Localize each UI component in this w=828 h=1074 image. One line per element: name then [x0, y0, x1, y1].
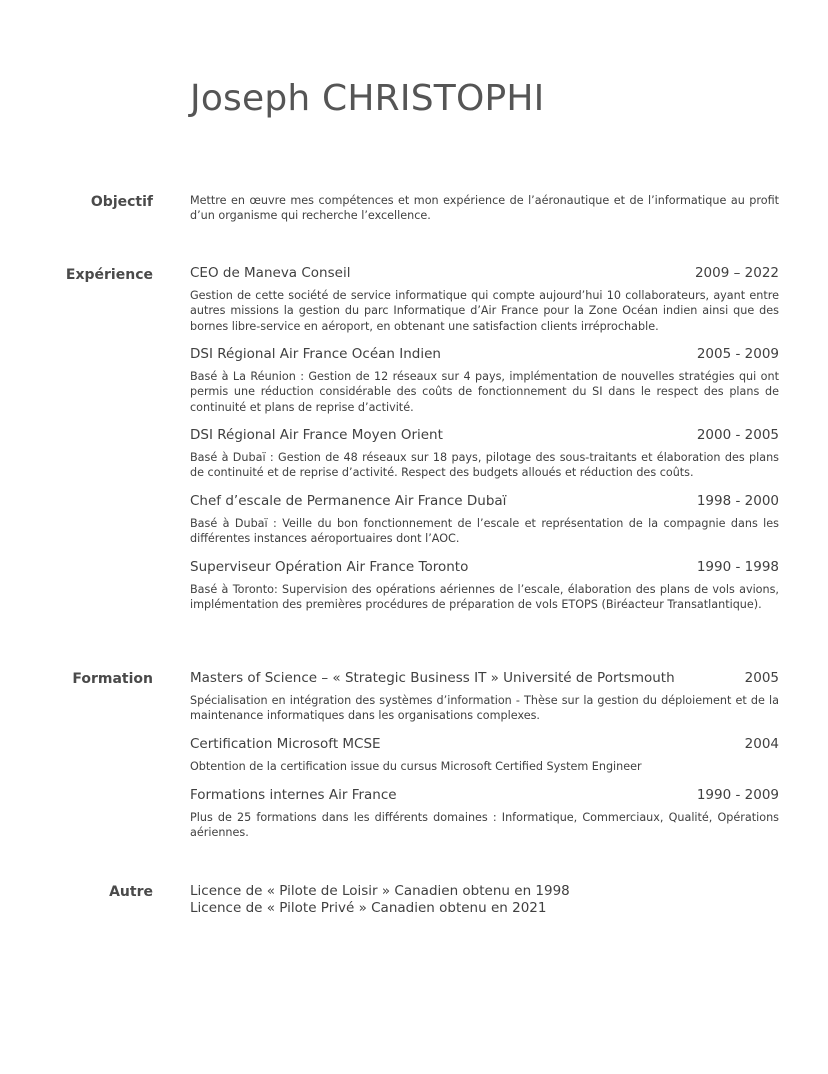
experience-entry: [190, 265, 779, 334]
formation-entry: [190, 787, 779, 841]
objectif-content: [190, 193, 779, 224]
formation-entry: [190, 736, 779, 774]
section-label-formation: Formation: [72, 671, 153, 687]
entry-description: Basé à La Réunion : Gestion de 12 réseaux sur 4 pays, implémentation de nouvelles stratégies qui ont permis une réduction considérable des coûts de fonctionnement du SI dans le respect des plans de continuité et plans de reprise d’activité.: [190, 370, 779, 414]
entry-header: [190, 493, 779, 510]
entry-description: Basé à Dubaï : Veille du bon fonctionnement de l’escale et représentation de la compagnie dans les différentes instances aéroportuaires dont l’AOC.: [190, 517, 779, 546]
entry-dates: 2005: [744, 670, 779, 686]
entry-header: [190, 736, 779, 753]
entry-title: CEO de Maneva Conseil: [190, 265, 351, 281]
entry-description: Gestion de cette société de service informatique qui compte aujourd’hui 10 collaborateurs, ayant entre autres missions la gestion du parc Informatique d’Air France pour la Zone Océan indien ainsi que des bornes libre-service en aéroport, en obtenant une satisfaction clients irréprochable.: [190, 289, 779, 333]
entry-title: DSI Régional Air France Moyen Orient: [190, 427, 443, 443]
entry-description: Plus de 25 formations dans les différents domaines : Informatique, Commerciaux, Qualité, Opérations aériennes.: [190, 811, 779, 840]
entry-dates: 2005 - 2009: [696, 346, 779, 362]
entry-header: [190, 265, 779, 282]
entry-title: DSI Régional Air France Océan Indien: [190, 346, 441, 362]
entry-header: [190, 559, 779, 576]
autre-line: Licence de « Pilote de Loisir » Canadien obtenu en 1998: [190, 883, 570, 899]
entry-header: [190, 346, 779, 363]
experience-entry: [190, 559, 779, 613]
entry-header: [190, 787, 779, 804]
entry-title: Superviseur Opération Air France Toronto: [190, 559, 469, 575]
autre-line: Licence de « Pilote Privé » Canadien obtenu en 2021: [190, 900, 547, 916]
objectif-text: Mettre en œuvre mes compétences et mon expérience de l’aéronautique et de l’informatique au profit d’un organisme qui recherche l’excellence.: [190, 194, 779, 223]
section-label-objectif: Objectif: [90, 194, 153, 210]
formation-entry: [190, 670, 779, 724]
entry-description: Basé à Dubaï : Gestion de 48 réseaux sur 18 pays, pilotage des sous-traitants et élaboration des plans de continuité et de reprise d’activité. Respect des budgets alloués et réduction des coûts.: [190, 451, 779, 480]
entry-dates: 2009 – 2022: [694, 265, 779, 281]
section-label-experience: Expérience: [65, 267, 153, 283]
section-label-autre: Autre: [109, 884, 153, 900]
entry-dates: 1998 - 2000: [696, 493, 779, 509]
entry-dates: 2004: [744, 736, 779, 752]
entry-description: Basé à Toronto: Supervision des opérations aériennes de l’escale, élaboration des plans de vols avions, implémentation des premières procédures de préparation de vols ETOPS (Biréacteur Transatlantique).: [190, 583, 779, 612]
entry-description: Obtention de la certification issue du cursus Microsoft Certified System Engineer: [190, 760, 642, 773]
entry-dates: 1990 - 2009: [696, 787, 779, 803]
entry-title: Masters of Science – « Strategic Business IT » Université de Portsmouth: [190, 670, 675, 686]
entry-title: Formations internes Air France: [190, 787, 397, 803]
experience-entry: [190, 427, 779, 481]
entry-header: [190, 670, 779, 687]
autre-content: [190, 883, 779, 917]
entry-dates: 2000 - 2005: [696, 427, 779, 443]
experience-entry: [190, 346, 779, 415]
experience-entry: [190, 493, 779, 547]
page-title: Joseph CHRISTOPHI: [190, 78, 545, 119]
entry-dates: 1990 - 1998: [696, 559, 779, 575]
entry-title: Chef d’escale de Permanence Air France Dubaï: [190, 493, 507, 509]
entry-description: Spécialisation en intégration des systèmes d’information - Thèse sur la gestion du déploiement et de la maintenance informatiques dans les organisations complexes.: [190, 694, 779, 723]
entry-header: [190, 427, 779, 444]
entry-title: Certification Microsoft MCSE: [190, 736, 381, 752]
